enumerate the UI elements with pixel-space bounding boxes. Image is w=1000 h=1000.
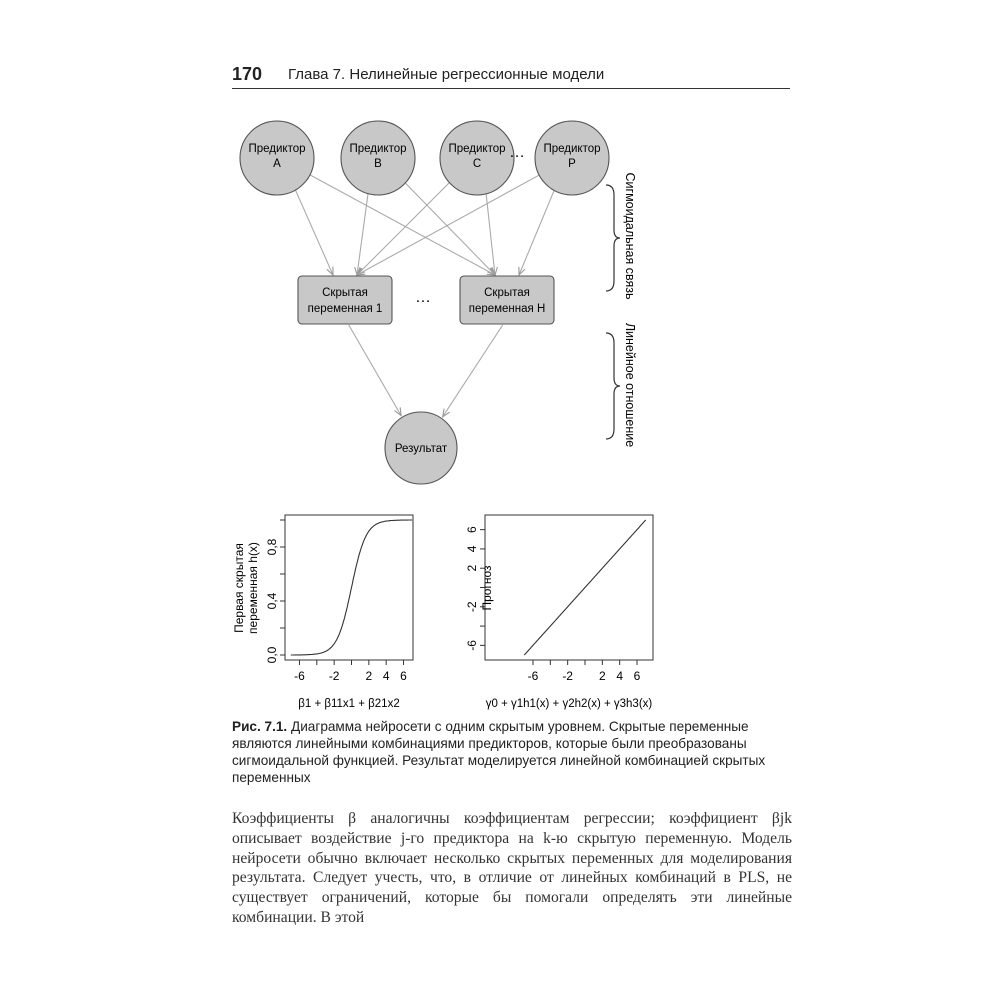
node-label: Скрытая: [484, 287, 530, 299]
body-paragraph: Коэффициенты β аналогичны коэффициентам регрессии; коэффициент βjk описывает воздействие j-го предиктора на k-ю скрытую переменную. Модель нейросети обычно включает несколько скрытых переменных для моделирования результата. Следует учесть, что, в отличие от линейных комбинаций в PLS, не существует ограничений, которые бы помогали определять эти линейные комбинации. В этой: [232, 810, 792, 926]
predictor-node: [535, 121, 609, 195]
series-line: [291, 520, 412, 655]
x-tick-label: 6: [400, 669, 407, 683]
y-tick-label: 0,0: [265, 646, 279, 664]
y-tick-label: 6: [465, 526, 479, 533]
plot-frame: [285, 515, 413, 660]
x-tick-label: 4: [382, 669, 390, 683]
x-tick-label: 2: [365, 669, 373, 683]
predictor-node: [240, 121, 314, 195]
node-label: B: [374, 158, 382, 170]
y-tick-label: -6: [465, 640, 479, 651]
edge: [357, 183, 449, 275]
node-label: Предиктор: [349, 143, 407, 155]
brace-sigmoid: [606, 185, 620, 291]
y-tick-label: 0,4: [265, 592, 279, 610]
edge: [405, 183, 495, 275]
plot-frame: [485, 515, 653, 660]
y-tick-label: -2: [465, 601, 479, 613]
x-tick-label: -2: [562, 669, 573, 683]
node-label: Скрытая: [322, 287, 368, 299]
x-tick-label: 4: [616, 669, 624, 683]
edge: [519, 190, 554, 275]
x-tick-label: 2: [598, 669, 606, 683]
page-number: 170: [232, 64, 263, 84]
predictor-node: [341, 121, 415, 195]
result-node: [385, 412, 457, 484]
x-axis-label: γ0 + γ1h1(x) + γ2h2(x) + γ3h3(x): [485, 698, 653, 710]
brace-linear: [606, 333, 620, 439]
node-label: A: [273, 158, 281, 170]
node-label: C: [472, 158, 482, 170]
y-axis-label: Первая скрытая: [232, 543, 246, 633]
x-tick-label: 6: [633, 669, 641, 683]
label-sigmoid: Сигмоидальная связь: [623, 172, 637, 300]
y-tick-label: 0,8: [265, 538, 279, 556]
node-label: Предиктор: [448, 143, 506, 155]
hidden-node: [298, 276, 392, 324]
hidden-ellipsis: …: [415, 289, 431, 306]
caption-text: Диаграмма нейросети с одним скрытым уровнем. Скрытые переменные являются линейными комбинациями предикторов, которые были преобразованы сигмоидальной функцией. Результат моделируется линейной комбинацией скрытых переменных: [232, 719, 766, 785]
edge: [349, 325, 401, 416]
edge: [357, 194, 368, 275]
caption-label: Рис. 7.1.: [232, 719, 288, 734]
edge: [443, 325, 503, 417]
node-label: P: [568, 158, 576, 170]
x-tick-label: -2: [328, 669, 340, 683]
y-axis-label: Прогноз: [480, 565, 494, 611]
node-label: Результат: [394, 443, 448, 455]
predictor-node: [440, 121, 514, 195]
edge: [295, 190, 333, 275]
hidden-node: [460, 276, 554, 324]
x-tick-label: -6: [294, 669, 305, 683]
y-tick-label: 2: [465, 564, 479, 572]
series-line: [524, 520, 645, 655]
node-label: Предиктор: [248, 143, 306, 155]
label-linear: Линейное отношение: [623, 322, 637, 448]
chart-1: [232, 515, 413, 710]
predictor-ellipsis: …: [509, 144, 525, 161]
edge: [486, 194, 495, 275]
chapter-title: Глава 7. Нелинейные регрессионные модели: [288, 66, 605, 83]
node-label: Предиктор: [543, 143, 601, 155]
chart-2: [465, 515, 653, 710]
node-label: переменная 1: [307, 303, 383, 315]
y-tick-label: 4: [465, 545, 479, 553]
figure-caption: [232, 718, 792, 786]
x-axis-label: β1 + β11x1 + β21x2: [298, 698, 400, 710]
node-label: переменная H: [468, 303, 546, 315]
x-tick-label: -6: [527, 669, 539, 683]
y-axis-label: переменная h(x): [246, 542, 260, 634]
